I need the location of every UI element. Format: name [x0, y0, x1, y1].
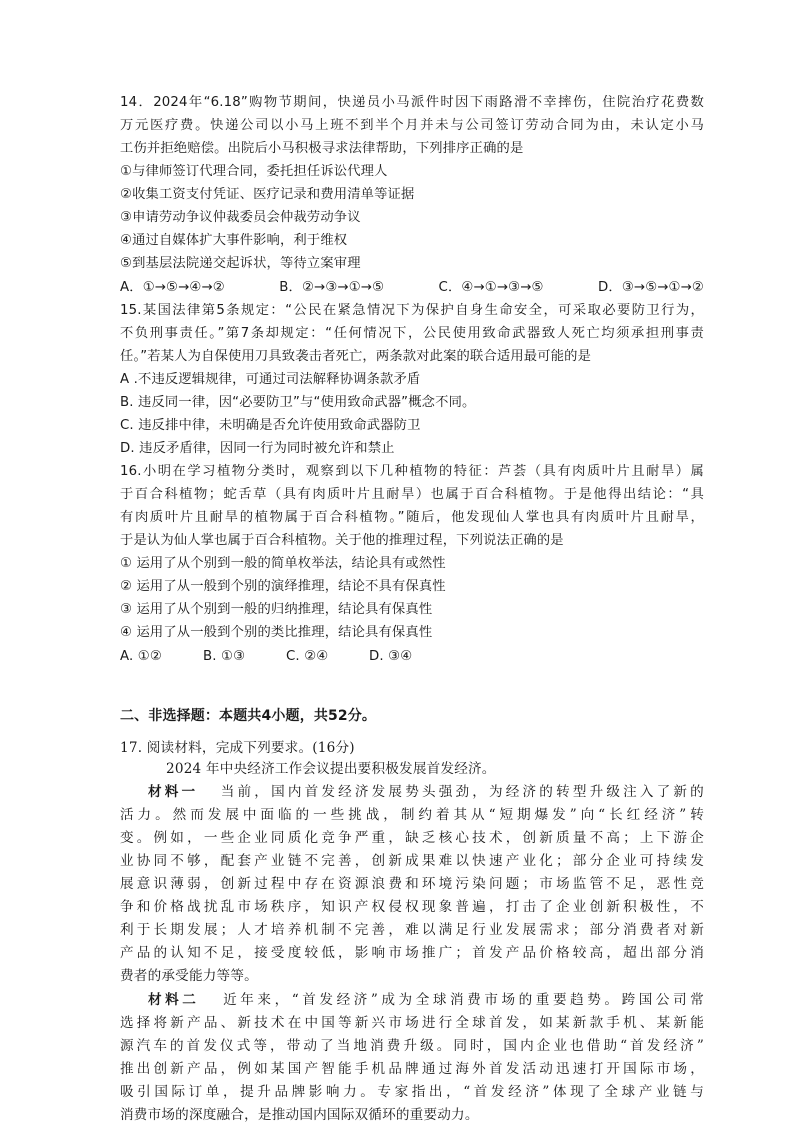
material-one-line: 活力。然而发展中面临的一些挑战，制约着其从“短期爆发”向“长红经济”转: [120, 807, 704, 823]
q14-item: ③申请劳动争议仲裁委员会仲裁劳动争议: [120, 210, 361, 225]
q16-option-c: C. ②④: [286, 649, 329, 664]
material-one-line: 费者的承受能力等等。: [120, 968, 258, 984]
material-one-line: 利于长期发展；人才培养机制不完善，难以满足行业发展需求；部分消费者对新: [120, 922, 704, 938]
q14-item: ⑤到基层法院递交起诉状，等待立案审理: [120, 256, 361, 271]
q14-item: ②收集工资支付凭证、医疗记录和费用清单等证据: [120, 187, 415, 202]
q14-option-b: B．②→③→①→⑤: [279, 280, 385, 295]
material-one-label: 材料一: [148, 784, 199, 800]
material-two-line: 吸引国际订单，提升品牌影响力。专家指出，“首发经济”体现了全球产业链与: [120, 1084, 704, 1100]
q15-stem-line: 任。”若某人为自保使用刀具致袭击者死亡，两条款对此案的联合适用最可能的是: [120, 349, 592, 364]
material-one-line: 产品的认知不足，接受度较低，影响市场推广；首发产品价格较高，超出部分消: [120, 945, 704, 961]
q14-stem-line: 万元医疗费。快递公司以小马上班不到半个月并未与公司签订劳动合同为由，未认定小马: [120, 118, 704, 133]
q15-stem-line: 不负刑事责任。”第7条却规定：“任何情况下，公民使用致命武器致人死亡均须承担刑事责: [120, 326, 704, 341]
material-two-label: 材料二: [148, 992, 200, 1008]
q14-option-d: D．③→⑤→①→②: [598, 280, 704, 295]
q15-option-b: B. 违反同一律，因“必要防卫”与“使用致命武器”概念不同。: [120, 395, 476, 410]
q16-item: ② 运用了从一般到个别的演绎推理，结论不具有保真性: [120, 579, 446, 594]
q14-options: [120, 278, 704, 298]
q14-stem-line: 工伤并拒绝赔偿。出院后小马积极寻求法律帮助，下列排序正确的是: [120, 141, 524, 156]
q16-stem-line: 有肉质叶片且耐旱的植物属于百合科植物。”随后，他发现仙人掌也具有肉质叶片且耐旱，: [120, 510, 704, 525]
material-two-line: 推出创新产品，例如某国产智能手机品牌通过海外首发活动迅速打开国际市场，: [120, 1061, 704, 1077]
material-two-first-line: [120, 990, 704, 1010]
q15-option-d: D. 违反矛盾律，因同一行为同时被允许和禁止: [120, 441, 395, 456]
q15-stem-line: 15.某国法律第5条规定：“公民在紧急情况下为保护自身生命安全，可采取必要防卫行为，: [120, 303, 704, 318]
q16-item: ③ 运用了从个别到一般的归纳推理，结论具有保真性: [120, 602, 433, 617]
q14-stem-line: 14．2024年“6.18”购物节期间，快递员小马派件时因下雨路滑不幸摔伤，住院治疗花费数: [120, 95, 704, 110]
material-two-line: 源汽车的首发仪式等，带动了当地消费升级。同时，国内企业也借助“首发经济”: [120, 1038, 704, 1054]
material-one-line: 业协同不够，配套产业链不完善，创新成果难以快速产业化；部分企业可持续发: [120, 853, 704, 869]
q14-item: ④通过自媒体扩大事件影响，利于维权: [120, 233, 348, 248]
q16-option-d: D. ③④: [369, 649, 413, 664]
material-one-line: 变。例如，一些企业同质化竞争严重，缺乏核心技术，创新质量不高；上下游企: [120, 830, 704, 846]
q16-options: [120, 647, 704, 667]
q16-stem-line: 16.小明在学习植物分类时，观察到以下几种植物的特征：芦荟（具有肉质叶片且耐旱）属: [120, 464, 704, 479]
material-one-text: 当前，国内首发经济发展势头强劲，为经济的转型升级注入了新的: [220, 784, 704, 800]
q17-intro: 2024 年中央经济工作会议提出要积极发展首发经济。: [166, 761, 496, 777]
q15-option-a: A .不违反逻辑规律，可通过司法解释协调条款矛盾: [120, 372, 421, 387]
q14-option-c: C．④→①→③→⑤: [438, 280, 544, 295]
material-two-line: 选择将新产品、新技术在中国等新兴市场进行全球首发，如某新款手机、某新能: [120, 1015, 704, 1031]
section-title: 二、非选择题：本题共4小题，共52分。: [120, 708, 377, 724]
material-one-first-line: [120, 782, 704, 802]
q14-option-a: A．①→⑤→④→②: [120, 280, 225, 295]
material-two-line: 消费市场的深度融合，是推动国内国际双循环的重要动力。: [120, 1107, 479, 1123]
q16-item: ① 运用了从个别到一般的简单枚举法，结论具有或然性: [120, 556, 446, 571]
q16-stem-line: 于是认为仙人掌也属于百合科植物。关于他的推理过程，下列说法正确的是: [120, 533, 564, 548]
q16-item: ④ 运用了从一般到个别的类比推理，结论具有保真性: [120, 625, 433, 640]
q16-stem-line: 于百合科植物；蛇舌草（具有肉质叶片且耐旱）也属于百合科植物。于是他得出结论：“具: [120, 487, 704, 502]
q15-option-c: C. 违反排中律，未明确是否允许使用致命武器防卫: [120, 418, 421, 433]
q16-option-b: B. ①③: [203, 649, 246, 664]
material-one-line: 争和价格战扰乱市场秩序，知识产权侵权现象普遍，打击了企业创新积极性，不: [120, 899, 704, 915]
q16-option-a: A. ①②: [120, 649, 162, 664]
material-one-line: 展意识薄弱，创新过程中存在资源浪费和环境污染问题；市场监管不足，恶性竞: [120, 876, 704, 892]
q14-item: ①与律师签订代理合同，委托担任诉讼代理人: [120, 164, 388, 179]
q17-header: 17. 阅读材料，完成下列要求。(16分): [120, 740, 355, 756]
material-two-text: 近年来，“首发经济”成为全球消费市场的重要趋势。跨国公司常: [223, 992, 704, 1008]
